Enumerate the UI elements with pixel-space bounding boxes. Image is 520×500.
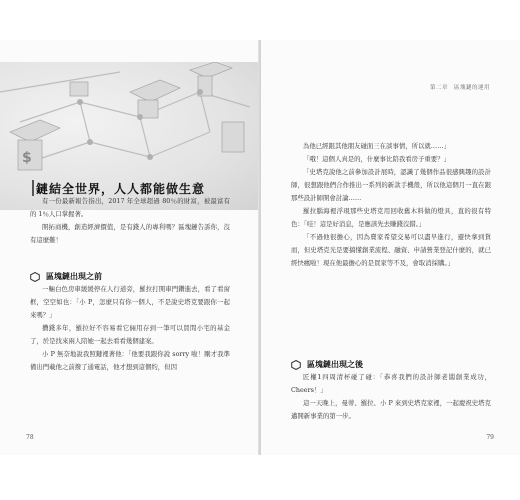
body-paragraph: 「史塔克說他之前參加設計展時，認識了幾個作品很感興趣的設計師，很想跟他們合作推出一系列的新款手機殼，所以他這個月一直在跟那些設計師開會討論…… xyxy=(291,168,491,202)
page-number: 78 xyxy=(26,434,34,441)
section-heading-after xyxy=(291,358,491,371)
right-page xyxy=(261,40,520,455)
hexagon-icon xyxy=(291,360,301,370)
running-head: 第二章 區塊鏈的運用 xyxy=(429,85,490,91)
hexagon-icon xyxy=(30,272,40,282)
left-intro xyxy=(30,195,230,247)
section-heading-text: 區塊鏈出現之後 xyxy=(307,359,363,369)
body-paragraph: 攢錢多年，羅拉好不容易看它倆用存到一筆可以買間小宅的基金了，於是找來兩人陪她一起去看看幾個建案。 xyxy=(30,324,230,345)
intro-paragraph: 開拓商機，創造經濟價值，是有錢人的專利嗎？區塊鏈告訴你，沒有這麼難！ xyxy=(30,223,230,244)
body-paragraph: 匠權1四周清杯碰了碰：「恭喜我們的設計師老闆創業成功，Cheers！」 xyxy=(291,373,491,394)
svg-text:$: $ xyxy=(22,150,32,166)
intro-paragraph: 有一份最新報告指出，2017 年全球超過 80％的財富，被最富有的 1％人口掌握著。 xyxy=(30,197,230,218)
body-paragraph: 一輛白色房車緩緩停在人行道旁，羅拉打開車門鑽進去，看了看窗框，空空如也：「小 P，怎麼只有你一個人，不是說史塔克要跟你一起來嗎？」 xyxy=(30,285,230,319)
chapter-banner-illustration xyxy=(0,62,259,210)
right-section2 xyxy=(291,358,491,423)
section-heading-before xyxy=(30,270,230,283)
body-paragraph: 這一天晚上，曼蒂、羅拉、小 P 來到史塔克家裡，一起慶祝史塔克邁開新事業的第一步。 xyxy=(291,399,491,420)
left-section1 xyxy=(30,270,230,374)
body-paragraph: 「哦！這個人真是的，什麼事比陪我看房子重要？」 xyxy=(303,155,450,163)
chapter-title: 鏈結全世界，人人都能做生意 xyxy=(36,182,206,196)
page-number: 79 xyxy=(486,434,494,441)
body-paragraph: 羅拉腦海裡浮現那些史塔克用回收舊木料做的燈具，直的很有特色：「哇！這是好消息，是應該先去賺錢沒錯。」 xyxy=(291,207,491,228)
section-heading-text: 區塊鏈出現之前 xyxy=(46,271,102,281)
body-paragraph: 「不過他很擔心，因為賣家希望交易可以盡早進行，避快拿到貨而，但史塔克光是要搞懂創業流程、融資、申請營業登記什麼的，就已經快瘋啦！現在他最擔心的是買家等不及，會取消採購。」 xyxy=(291,233,491,267)
left-page xyxy=(0,40,259,455)
body-paragraph: 小 P 無奈地說我照鍵裡著他：「他要我跟你說 sorry 啦！剛才我準備出門載他之前撥了通電話，他才想到這個約，但因 xyxy=(30,350,230,371)
body-paragraph: 為他已經跟其他朋友碰面三在談事情，所以就……」 xyxy=(303,142,450,150)
right-body xyxy=(291,140,491,270)
